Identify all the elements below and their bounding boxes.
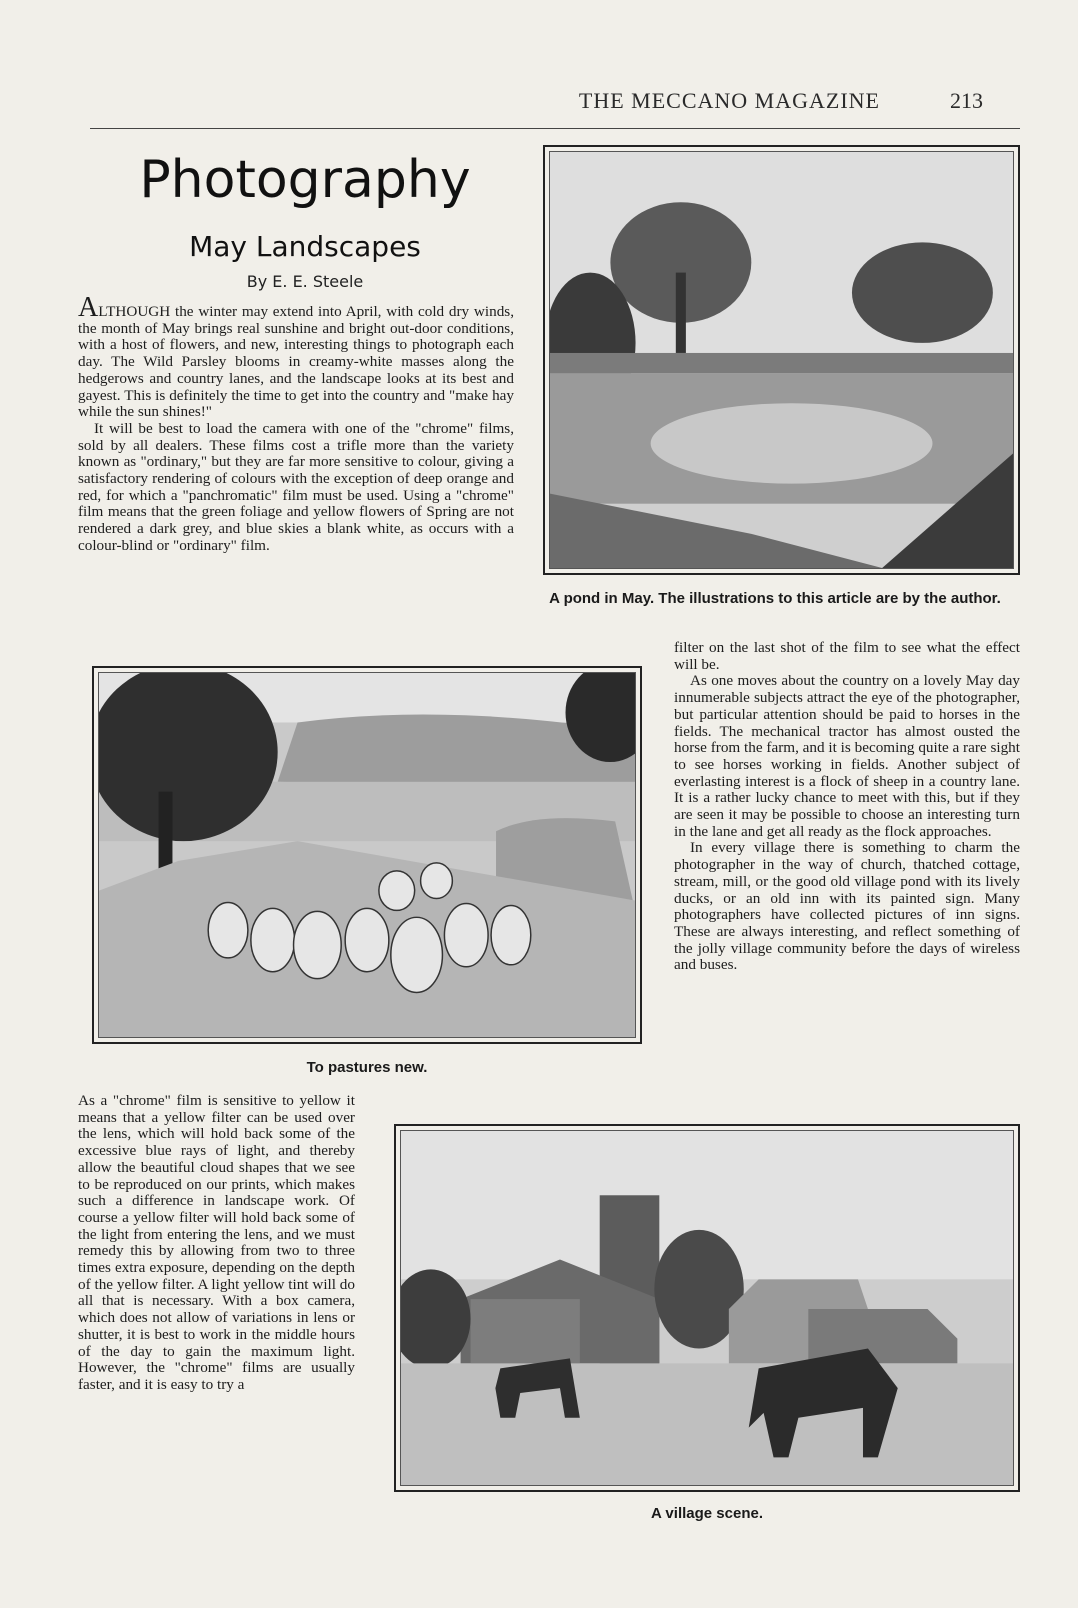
magazine-title: THE MECCANO MAGAZINE [578, 88, 880, 113]
sheep-illustration [99, 673, 635, 1037]
pond-illustration [550, 152, 1013, 568]
right-text-column [674, 640, 1020, 974]
filter-continuation-paragraph: filter on the last shot of the film to see what the effect will be. [674, 639, 1020, 673]
header-rule [90, 128, 1020, 129]
sheep-photo [92, 666, 642, 1044]
village-illustration [401, 1131, 1013, 1485]
country-subjects-paragraph: As one moves about the country on a lovely May day innumerable subjects attract the eye of the photographer, but particular attention should be paid to horses in the fields. The mechanical tractor has almost ousted the horse from the farm, and it is becoming quite a rare sight to see horses working in fields. Another subject of everlasting interest is a flock of sheep in a country lane. It is a rather lucky chance to meet with this, but if they are seen it may be possible to choose an interesting turn in the lane and get all ready as the flock approaches. [674, 672, 1020, 840]
intro-paragraph: ALTHOUGH the winter may extend into April, with cold dry winds, the month of May brings real sunshine and bright out-door conditions, with a host of flowers, and new, interesting things to photograph each day. The Wild Parsley blooms in creamy-white masses along the hedgerows and country lanes, and the landscape looks at its best and gayest. This is definitely the time to get into the country and "make hay while the sun shines!" [78, 292, 514, 421]
chrome-film-paragraph: It will be best to load the camera with one of the "chrome" films, sold by all dealers. These films cost a trifle more than the variety known as "ordinary," but they are far more sensitive to colour, giving a satisfactory rendering of colours with the exception of deep orange and red, for which a "panchromatic" film must be used. Using a "chrome" film means that the green foliage and yellow flowers of Spring are not rendered a dark grey, and blue skies a blank white, as occurs with a colour-blind or "ordinary" film. [78, 419, 514, 554]
article-subtitle: May Landscapes [189, 230, 421, 263]
pond-photo [543, 145, 1020, 575]
intro-text-column [78, 292, 514, 555]
village-photo [394, 1124, 1020, 1492]
filter-text-column [78, 1093, 355, 1394]
page-number: 213 [950, 88, 983, 113]
village-paragraph: In every village there is something to charm the photographer in the way of church, thatched cottage, stream, mill, or the good old village pond with its lively ducks, or an old inn with its painted sign. Many photographers have collected pictures of inn signs. These are always interesting, and reflect something of the jolly village community before the days of wireless and buses. [674, 839, 1020, 974]
yellow-filter-paragraph: As a "chrome" film is sensitive to yellow it means that a yellow filter can be used over the lens, which will hold back some of the excessive blue rays of light, and thereby allow the beautiful cloud shapes that we see to be reproduced on our prints, which makes such a difference in landscape work. Of course a yellow filter will hold back some of the light from entering the lens, and we must remedy this by allowing from two to three times extra exposure, depending on the depth of the yellow filter. A light yellow tint will do all that is necessary. With a box camera, which does not allow of variations in lens or shutter, it is best to work in the middle hours of the day to gain the maximum light. However, the "chrome" films are usually faster, and it is easy to try a [78, 1092, 355, 1393]
village-caption: A village scene. [650, 1505, 763, 1522]
sheep-caption: To pastures new. [306, 1059, 428, 1076]
article-byline: By E. E. Steele [246, 272, 364, 291]
article-title: Photography [139, 150, 471, 210]
pond-caption: A pond in May. The illustrations to this article are by the author. [549, 590, 1001, 607]
